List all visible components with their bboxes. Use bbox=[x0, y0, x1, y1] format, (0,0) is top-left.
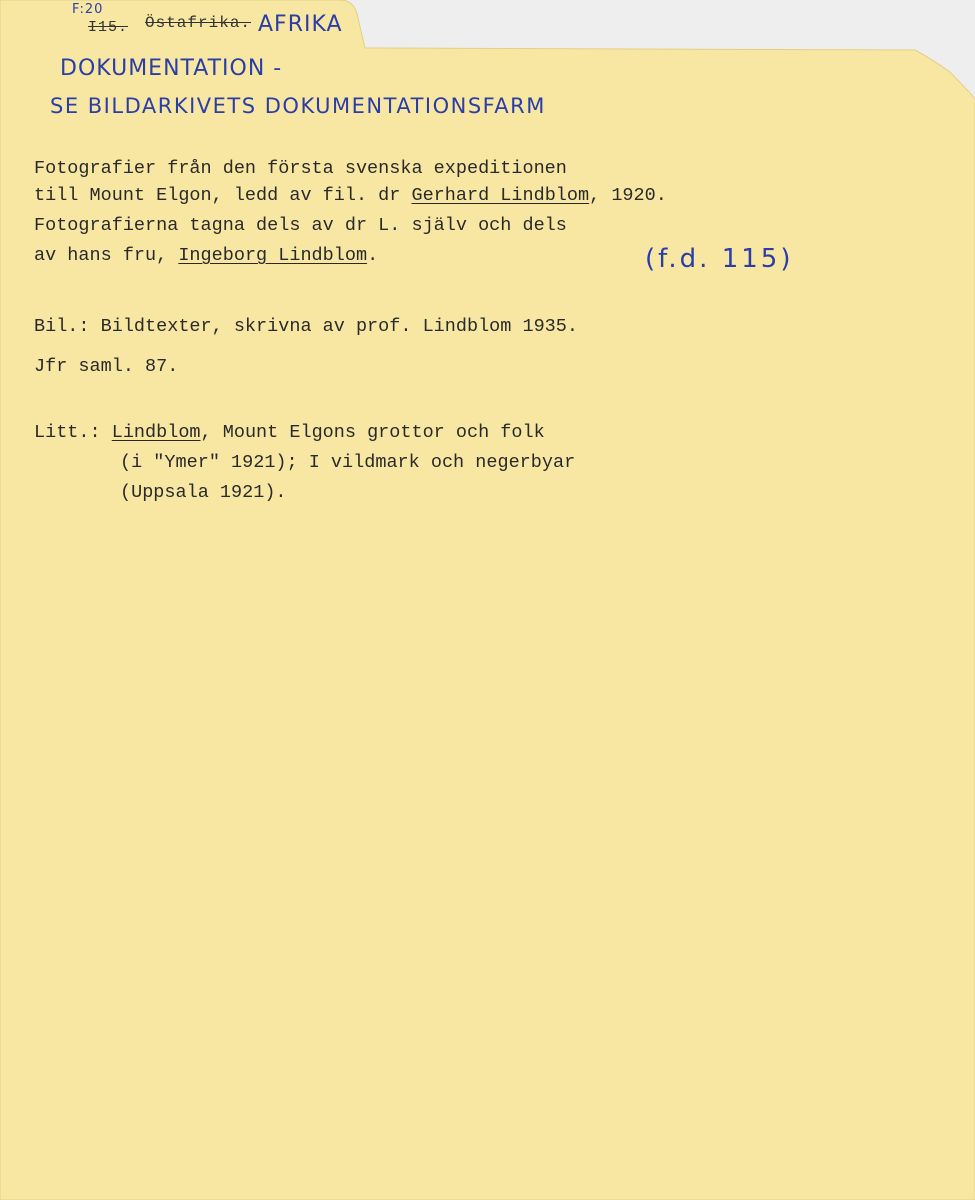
literature-line-3: (Uppsala 1921). bbox=[120, 482, 287, 503]
person-gerhard-lindblom: Gerhard Lindblom bbox=[411, 185, 590, 206]
person-ingeborg-lindblom: Ingeborg Lindblom bbox=[178, 245, 368, 266]
text: , 1920. bbox=[589, 185, 667, 206]
region-old bbox=[145, 14, 251, 32]
description-line-4 bbox=[34, 242, 378, 269]
attachment-line: Bil.: Bildtexter, skrivna av prof. Lindblom 1935. bbox=[34, 316, 578, 337]
text: till Mount Elgon, ledd av fil. dr bbox=[34, 185, 412, 206]
literature-line-1 bbox=[34, 419, 545, 446]
text: av hans fru, bbox=[34, 245, 179, 266]
archive-reference-line: SE BILDARKIVETS DOKUMENTATIONSFARM bbox=[50, 94, 546, 118]
compare-line: Jfr saml. 87. bbox=[34, 356, 179, 377]
region-new: AFRIKA bbox=[258, 12, 343, 37]
ref-number: F:20 bbox=[72, 2, 104, 17]
ref-old-struck: I15. bbox=[88, 19, 129, 36]
author-lindblom: Lindblom bbox=[111, 422, 201, 443]
documentation-line: DOKUMENTATION - bbox=[60, 56, 283, 81]
text: . bbox=[367, 245, 379, 266]
description-line-3: Fotografierna tagna dels av dr L. själv och dels bbox=[34, 215, 567, 236]
ref-old bbox=[88, 16, 128, 36]
region-old-struck: Östafrika. bbox=[145, 14, 252, 32]
text: , Mount Elgons grottor och folk bbox=[200, 422, 545, 443]
description-line-2 bbox=[34, 182, 667, 209]
description-line-1: Fotografier från den första svenska expeditionen bbox=[34, 158, 567, 179]
literature-label: Litt.: bbox=[34, 422, 112, 443]
literature-line-2: (i "Ymer" 1921); I vildmark och negerbyar bbox=[120, 452, 576, 473]
margin-note: (f.d. 115) bbox=[645, 244, 794, 274]
